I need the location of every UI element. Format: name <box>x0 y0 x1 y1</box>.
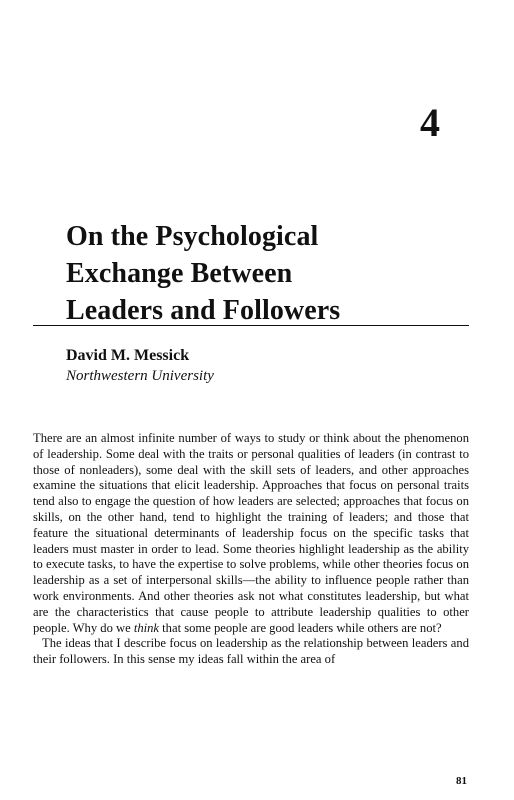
author-affiliation: Northwestern University <box>66 368 214 384</box>
chapter-title-line-1: On the Psychological <box>66 221 319 252</box>
title-divider <box>33 325 469 326</box>
chapter-title-line-2: Exchange Between <box>66 258 293 289</box>
chapter-number: 4 <box>420 100 440 145</box>
paragraph-1-text-end: that some people are good leaders while others are not? <box>159 620 442 635</box>
paragraph-1-emphasis: think <box>133 620 160 635</box>
paragraph-1-text: There are an almost infinite number of ways to study or think about the phenomenon of leadership. Some deal with the traits or personal qualities of leaders (in contrast to those of nonleaders), some deal with the skill sets of leaders, and other approaches examine the situations that elicit leadership. Approaches that focus on personal traits tend also to engage the question of how leaders are selected; approaches that focus on skills, on the other hand, tend to highlight the training of leaders; and those that feature the situational determinants of leadership focus on the specific tasks that leaders must master in order to lead. Some theories highlight leadership as the ability to execute tasks, to have the expertise to solve problems, while other theories focus on leadership as a set of interpersonal skills—the ability to influence people rather than work environments. And other theories ask not what constitutes leadership, but what are the characteristics that cause people to attribute leadership qualities to other people. Why do we <box>33 431 469 635</box>
body-text <box>33 431 469 668</box>
chapter-title-line-3: Leaders and Followers <box>66 295 341 326</box>
body-paragraph-2: The ideas that I describe focus on leadership as the relationship between leaders and their followers. In this sense my ideas fall within the area of <box>33 636 469 667</box>
author-block <box>66 346 214 386</box>
chapter-title <box>66 218 340 329</box>
body-paragraph-1 <box>33 431 469 636</box>
page-number: 81 <box>456 775 467 787</box>
author-name: David M. Messick <box>66 347 190 364</box>
